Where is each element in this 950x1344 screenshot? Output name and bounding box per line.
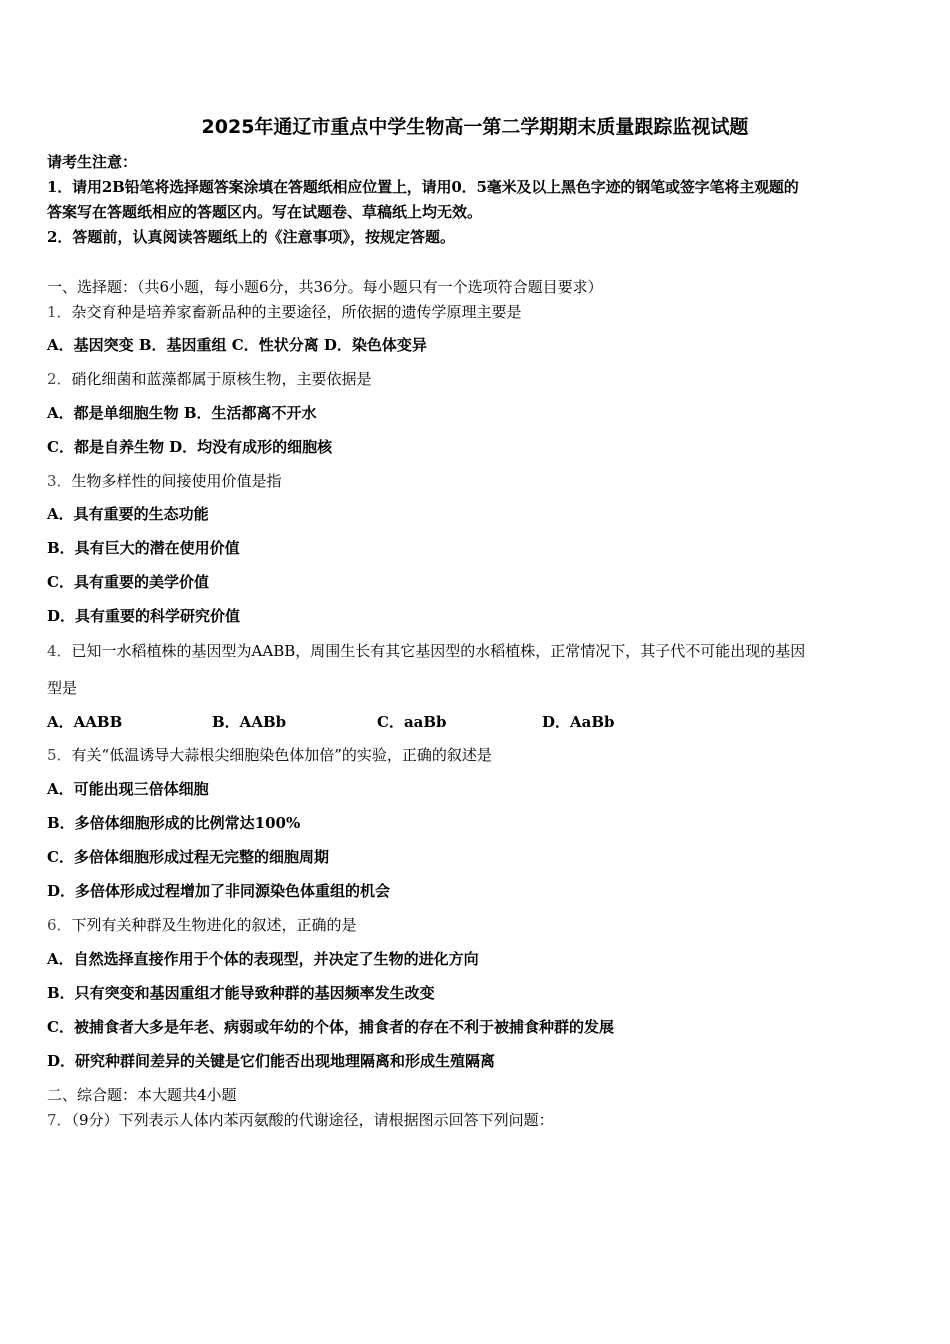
question-6	[47, 915, 357, 935]
question-number: 2．	[47, 370, 72, 388]
question-stem: （9分）下列表示人体内苯丙氨酸的代谢途径，请根据图示回答下列问题：	[71, 1111, 554, 1129]
question-2	[47, 369, 372, 389]
question-1-options: A．基因突变 B．基因重组 C．性状分离 D．染色体变异	[47, 336, 427, 354]
question-5-option-c: C．多倍体细胞形成过程无完整的细胞周期	[47, 848, 329, 866]
notice-line-3: 2．答题前，认真阅读答题纸上的《注意事项》，按规定答题。	[47, 228, 455, 246]
question-number: 5．	[47, 746, 72, 764]
question-6-option-b: B．只有突变和基因重组才能导致种群的基因频率发生改变	[47, 984, 435, 1002]
notice-line-1: 1．请用2B铅笔将选择题答案涂填在答题纸相应位置上，请用0．5毫米及以上黑色字迹的钢笔或签字笔将主观题的	[47, 178, 799, 196]
section-2-heading: 二、综合题：本大题共4小题	[47, 1086, 237, 1104]
question-7	[47, 1110, 554, 1130]
question-stem: 有关“低温诱导大蒜根尖细胞染色体加倍”的实验，正确的叙述是	[71, 746, 492, 764]
page-title: 2025年通辽市重点中学生物高一第二学期期末质量跟踪监视试题	[201, 116, 749, 138]
question-2-options-line-1: A．都是单细胞生物 B．生活都离不开水	[47, 404, 317, 422]
question-6-option-a: A．自然选择直接作用于个体的表现型，并决定了生物的进化方向	[47, 950, 479, 968]
notice-heading: 请考生注意：	[47, 153, 138, 171]
question-1	[47, 302, 522, 322]
question-6-option-c: C．被捕食者大多是年老、病弱或年幼的个体，捕食者的存在不利于被捕食种群的发展	[47, 1018, 614, 1036]
question-stem: 生物多样性的间接使用价值是指	[71, 472, 282, 490]
question-3	[47, 471, 282, 491]
question-5-option-b: B．多倍体细胞形成的比例常达100%	[47, 814, 301, 832]
question-5	[47, 745, 492, 765]
question-stem: 杂交育种是培养家畜新品种的主要途径，所依据的遗传学原理主要是	[71, 303, 522, 321]
question-stem: 下列有关种群及生物进化的叙述，正确的是	[71, 916, 357, 934]
question-stem: 硝化细菌和蓝藻都属于原核生物，主要依据是	[71, 370, 372, 388]
question-3-option-c: C．具有重要的美学价值	[47, 573, 209, 591]
question-number: 7．	[47, 1111, 72, 1129]
question-4-option-b: B．AABb	[212, 713, 287, 731]
question-4-option-a: A．AABB	[47, 713, 123, 731]
question-stem: 已知一水稻植株的基因型为AABB，周围生长有其它基因型的水稻植株，正常情况下，其子代不可能出现的基因	[71, 642, 806, 660]
question-4-option-d: D．AaBb	[542, 713, 615, 731]
question-3-option-b: B．具有巨大的潜在使用价值	[47, 539, 240, 557]
question-4-stem-continued: 型是	[47, 679, 78, 697]
question-number: 4．	[47, 642, 72, 660]
question-number: 3．	[47, 472, 72, 490]
question-3-option-d: D．具有重要的科学研究价值	[47, 607, 241, 625]
question-4	[47, 641, 805, 661]
question-4-options	[47, 712, 747, 732]
question-5-option-d: D．多倍体形成过程增加了非同源染色体重组的机会	[47, 882, 391, 900]
question-number: 6．	[47, 916, 72, 934]
question-number: 1．	[47, 303, 72, 321]
notice-line-2: 答案写在答题纸相应的答题区内。写在试题卷、草稿纸上均无效。	[47, 203, 483, 221]
question-4-option-c: C．aaBb	[377, 713, 447, 731]
question-3-option-a: A．具有重要的生态功能	[47, 505, 209, 523]
section-1-heading: 一、选择题：（共6小题，每小题6分，共36分。每小题只有一个选项符合题目要求）	[47, 278, 603, 296]
question-2-options-line-2: C．都是自养生物 D．均没有成形的细胞核	[47, 438, 333, 456]
question-5-option-a: A．可能出现三倍体细胞	[47, 780, 209, 798]
question-6-option-d: D．研究种群间差异的关键是它们能否出现地理隔离和形成生殖隔离	[47, 1052, 496, 1070]
